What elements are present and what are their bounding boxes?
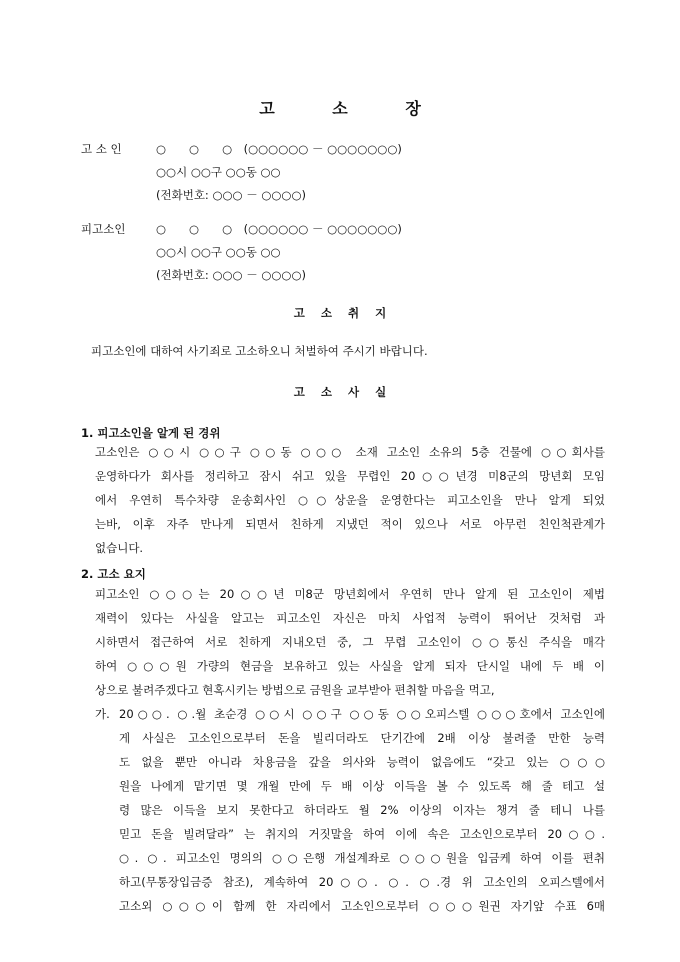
paragraph-line: 령 많은 이득을 보지 못한다고 하더라도 월 2% 이상의 이자는 챙겨 줄 테니 나를 bbox=[119, 803, 605, 817]
item-ga-first-line bbox=[119, 702, 605, 726]
complainant-phone-line: (전화번호: ○○○ － ○○○○) bbox=[156, 188, 306, 202]
paragraph-line: 는바, 이후 자주 만나게 되면서 친하게 지냈던 적이 있으나 서로 아무런 친인척관계가 bbox=[95, 517, 605, 531]
heading-char: 소 bbox=[320, 306, 332, 320]
paragraph-line: 상으로 불려주겠다고 현혹시키는 방법으로 금원을 교부받아 편취할 마음을 먹고, bbox=[95, 683, 495, 697]
section2-heading: 2. 고소 요지 bbox=[81, 567, 146, 581]
defendant-address-line: ○○시 ○○구 ○○동 ○○ bbox=[156, 245, 281, 259]
heading-char: 고 bbox=[293, 385, 305, 399]
heading-char: 취 bbox=[348, 306, 360, 320]
paragraph-line: 시하면서 접근하여 서로 친하게 지내오던 중, 그 무렵 고소인이 ○○통신 주식을 매각 bbox=[95, 635, 605, 649]
defendant-id-line: ○ ○ ○ (○○○○○○ － ○○○○○○○) bbox=[156, 222, 402, 236]
item-ga-paragraph bbox=[119, 726, 605, 918]
defendant-phone-line: (전화번호: ○○○ － ○○○○) bbox=[156, 268, 306, 282]
paragraph-line: 피고소인 ○○○는 20○○년 미8군 망년회에서 우연히 만나 알게 된 고소인이 제법 bbox=[95, 587, 605, 601]
paragraph-line: 게 사실은 고소인으로부터 돈을 빌리더라도 단기간에 2배 이상 불려줄 만한 능력 bbox=[119, 731, 605, 745]
paragraph-line: 원을 나에게 맡기면 몇 개월 만에 두 배 이상 이득을 볼 수 있도록 해 줄 테고 설 bbox=[119, 779, 605, 793]
facts-heading bbox=[0, 384, 680, 400]
paragraph-line: 고소외 ○○○이 함께 한 자리에서 고소인으로부터 ○○○원권 자기앞 수표 6매 bbox=[119, 899, 605, 913]
paragraph-line: 하여 ○○○원 가량의 현금을 보유하고 있는 사실을 알게 되자 단시일 내에 두 배 이 bbox=[95, 659, 605, 673]
paragraph-line: 하고(무통장입금증 참조), 계속하여 20○○. ○. ○.경 위 고소인의 오피스텔에서 bbox=[119, 875, 605, 889]
defendant-label: 피고소인 bbox=[81, 222, 126, 236]
title-char: 소 bbox=[332, 99, 348, 118]
paragraph-line: 재력이 있다는 사실을 알고는 피고소인 자신은 마치 사업적 능력이 뛰어난 것처럼 과 bbox=[95, 611, 605, 625]
paragraph-line: 에서 우연히 특수차량 운송회사인 ○○상운을 운영한다는 피고소인을 만나 알게 되었 bbox=[95, 493, 605, 507]
purpose-text: 피고소인에 대하여 사기죄로 고소하오니 처벌하여 주시기 바랍니다. bbox=[91, 344, 428, 358]
paragraph-line: 운영하다가 회사를 정리하고 잠시 쉬고 있을 무렵인 20○○년경 미8군의 망년회 모임 bbox=[95, 469, 605, 483]
title-char: 고 bbox=[259, 99, 275, 118]
section1-heading: 1. 피고소인을 알게 된 경위 bbox=[81, 426, 221, 440]
heading-char: 고 bbox=[293, 306, 305, 320]
title-char: 장 bbox=[405, 99, 421, 118]
paragraph-line: 믿고 돈을 빌려달라” 는 취지의 거짓말을 하여 이에 속은 고소인으로부터 20○○. bbox=[119, 827, 605, 841]
paragraph-line: ○. ○. 피고소인 명의의 ○○은행 개설계좌로 ○○○원을 입금케 하여 이를 편취 bbox=[119, 851, 605, 865]
item-ga-marker bbox=[95, 702, 121, 726]
complainant-label: 고 소 인 bbox=[81, 142, 122, 156]
heading-char: 실 bbox=[375, 385, 387, 399]
document-title bbox=[0, 96, 680, 119]
heading-char: 지 bbox=[375, 306, 387, 320]
purpose-heading bbox=[0, 305, 680, 321]
item-marker: 가. bbox=[95, 707, 110, 721]
section1-paragraph bbox=[95, 440, 605, 560]
complainant-id-line: ○ ○ ○ (○○○○○○ － ○○○○○○○) bbox=[156, 142, 402, 156]
complainant-address-line: ○○시 ○○구 ○○동 ○○ bbox=[156, 165, 281, 179]
heading-char: 사 bbox=[348, 385, 360, 399]
heading-char: 소 bbox=[320, 385, 332, 399]
paragraph-line: 고소인은 ○○시 ○○구 ○○동 ○○○ 소재 고소인 소유의 5층 건물에 ○○회사를 bbox=[95, 445, 605, 459]
paragraph-line: 도 없을 뿐만 아니라 차용금을 갚을 의사와 능력이 없음에도 “갖고 있는 ○○○ bbox=[119, 755, 605, 769]
section2-paragraph bbox=[95, 582, 605, 702]
paragraph-line: 없습니다. bbox=[95, 541, 144, 555]
paragraph-line: 20○○. ○.월 초순경 ○○시 ○○구 ○○동 ○○오피스텔 ○○○호에서 고소인에 bbox=[119, 707, 605, 721]
